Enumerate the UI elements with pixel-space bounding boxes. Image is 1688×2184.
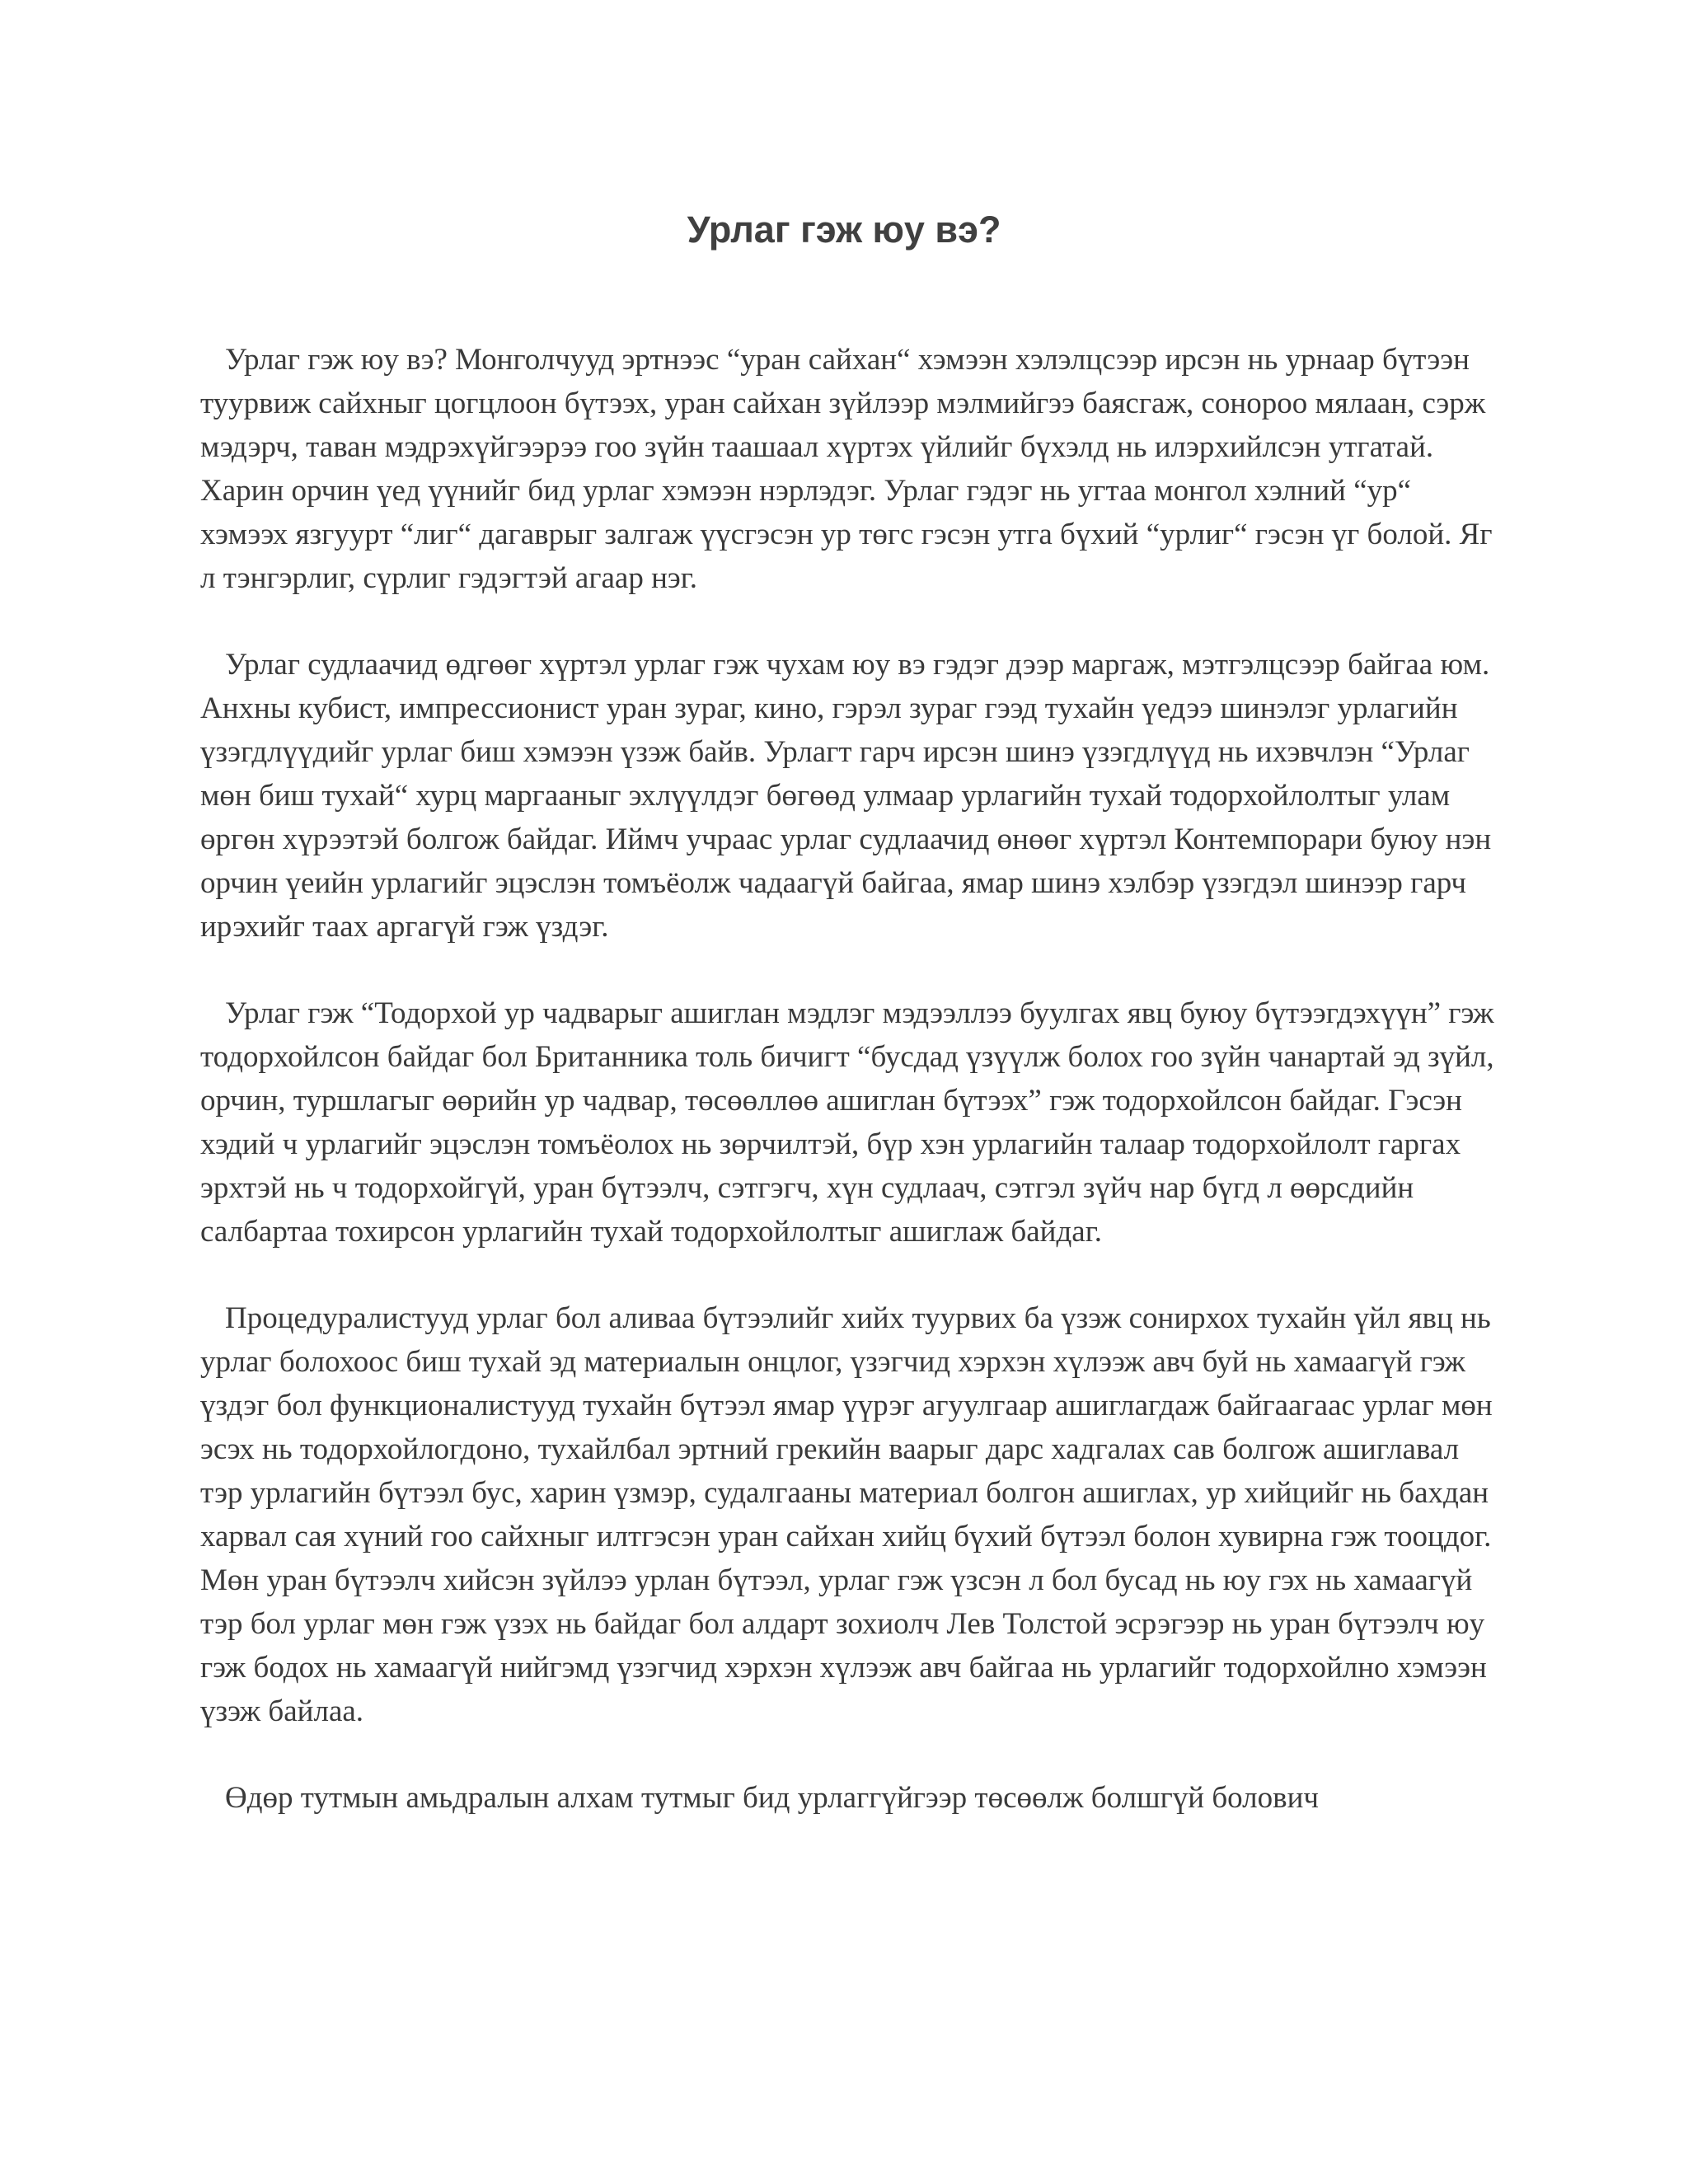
paragraph-3: Урлаг гэж “Тодорхой ур чадварыг ашиглан мэдлэг мэдээллээ буулгах явц буюу бүтээгдэхүүн” гэж тодорхойлсон байдаг бол Британника толь бичигт “бусдад үзүүлж болох гоо зүйн чанартай эд зүйл, орчин, туршлагыг өөрийн ур чадвар, төсөөллөө ашиглан бүтээх” гэж тодорхойлсон байдаг. Гэсэн хэдий ч урлагийг эцэслэн томъёолох нь зөрчилтэй, бүр хэн урлагийн талаар тодорхойлолт гаргах эрхтэй нь ч тодорхойгүй, уран бүтээлч, сэтгэгч, хүн судлаач, сэтгэл зүйч нар бүгд л өөрсдийн салбартаа тохирсон урлагийн тухай тодорхойлолтыг ашиглаж байдаг. (200, 996, 1494, 1249)
paragraph-4: Процедуралистууд урлаг бол аливаа бүтээлийг хийх туурвих ба үзэж сонирхох тухайн үйл явц нь урлаг болохоос биш тухай эд материалын онцлог, үзэгчид хэрхэн хүлээж авч буй нь хамаагүй гэж үздэг бол функционалистууд тухайн бүтээл ямар үүрэг агуулгаар ашиглагдаж байгаагаас урлаг мөн эсэх нь тодорхойлогдоно, тухайлбал эртний грекийн ваарыг дарс хадгалах сав болгож ашиглавал тэр урлагийн бүтээл бус, харин үзмэр, судалгааны материал болгон ашиглах, ур хийцийг нь бахдан харвал сая хүний гоо сайхныг илтгэсэн уран сайхан хийц бүхий бүтээл болон хувирна гэж тооцдог. Мөн уран бүтээлч хийсэн зүйлээ урлан бүтээл, урлаг гэж үзсэн л бол бусад нь юу гэх нь хамаагүй тэр бол урлаг мөн гэж үзэх нь байдаг бол алдарт зохиолч Лев Толстой эсрэгээр нь уран бүтээлч юу гэж бодох нь хамаагүй нийгэмд үзэгчид хэрхэн хүлээж авч байгаа нь урлагийг тодорхойлно хэмээн үзэж байлаа. (200, 1301, 1493, 1728)
document-title: Урлаг гэж юу вэ? (687, 209, 1001, 251)
document-body (200, 338, 1503, 1863)
paragraph-2: Урлаг судлаачид өдгөөг хүртэл урлаг гэж чухам юу вэ гэдэг дээр маргаж, мэтгэлцсээр байгаа юм. Анхны кубист, импрессионист уран зураг, кино, гэрэл зураг гээд тухайн үедээ шинэлэг урлагийн үзэгдлүүдийг урлаг биш хэмээн үзэж байв. Урлагт гарч ирсэн шинэ үзэгдлүүд нь ихэвчлэн “Урлаг мөн биш тухай“ хурц маргааныг эхлүүлдэг бөгөөд улмаар урлагийн тухай тодорхойлолтыг улам өргөн хүрээтэй болгож байдаг. Иймч учраас урлаг судлаачид өнөөг хүртэл Контемпорари буюу нэн орчин үеийн урлагийг эцэслэн томъёолж чадаагүй байгаа, ямар шинэ хэлбэр үзэгдэл шинээр гарч ирэхийг таах аргагүй гэж үздэг. (200, 648, 1492, 944)
paragraph-1: Урлаг гэж юу вэ? Монголчууд эртнээс “уран сайхан“ хэмээн хэлэлцсээр ирсэн нь урнаар бүтээн туурвиж сайхныг цогцлоон бүтээх, уран сайхан зүйлээр мэлмийгээ баясгаж, сонороо мялаан, сэрж мэдэрч, таван мэдрэхүйгээрээ гоо зүйн таашаал хүртэх үйлийг бүхэлд нь илэрхийлсэн утгатай. Харин орчин үед үүнийг бид урлаг хэмээн нэрлэдэг. Урлаг гэдэг нь угтаа монгол хэлний “ур“ хэмээх язгуурт “лиг“ дагаврыг залгаж үүсгэсэн ур төгс гэсэн утга бүхий “урлиг“ гэсэн үг болой. Яг л тэнгэрлиг, сүрлиг гэдэгтэй агаар нэг. (200, 343, 1493, 595)
paragraph-5: Өдөр тутмын амьдралын алхам тутмыг бид урлаггүйгээр төсөөлж болшгүй болович (225, 1781, 1319, 1815)
